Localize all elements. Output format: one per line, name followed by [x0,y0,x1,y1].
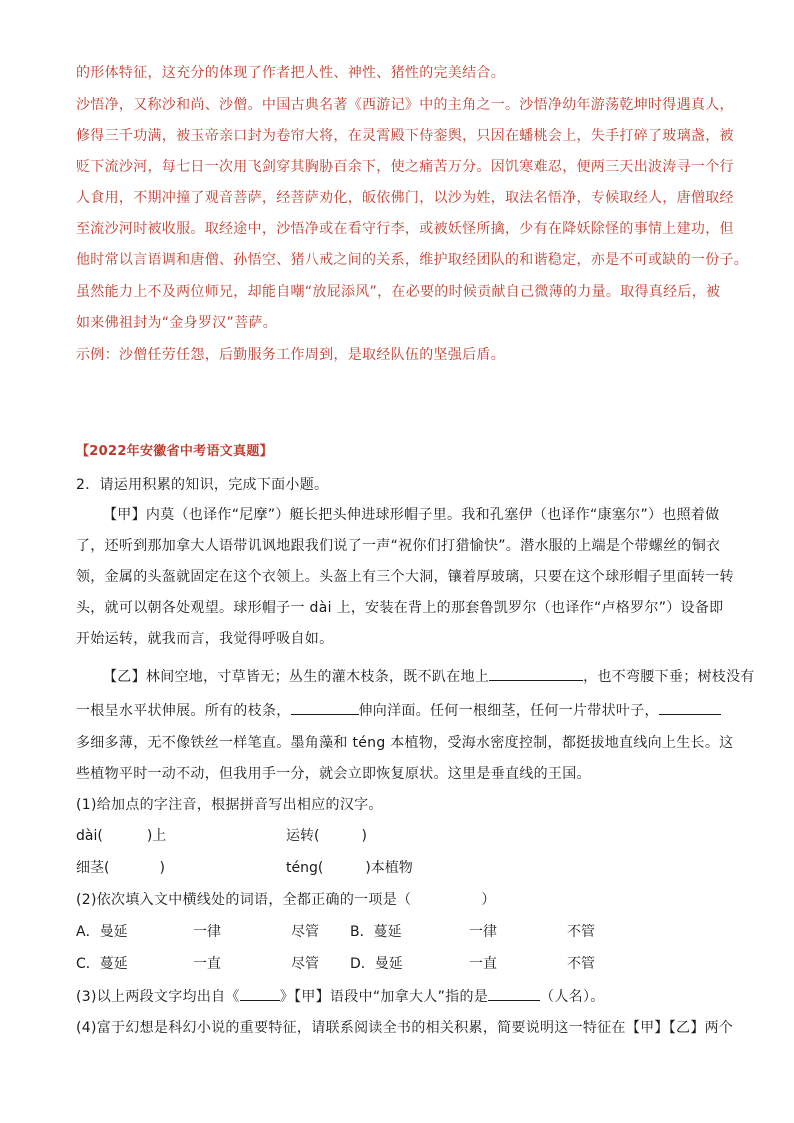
fill-blank[interactable] [488,986,540,1001]
passage-jia-line: 了，还听到那加拿大人语带讥讽地跟我们说了一声“祝你们打猎愉快”。潜水服的上端是个带螺丝的铜衣 [76,538,721,554]
answer-line: 他时常以言语调和唐僧、孙悟空、猪八戒之间的关系，维护取经团队的和谐稳定，亦是不可或缺的一份子。 [76,252,749,268]
option-d-word: 一直 [469,956,497,972]
question-intro: 2．请运用积累的知识，完成下面小题。 [76,477,329,493]
answer-line: 至流沙河时被收服。取经途中，沙悟净或在看守行李，或被妖怪所擒，少有在降妖除怪的事情上建功，但 [76,221,734,237]
option-d-label[interactable]: D．曼延 [350,956,403,972]
answer-line: 贬下流沙河，每七日一次用飞剑穿其胸胁百余下，使之痛苦万分。因饥寒难忍，便两三天出波涛寻一个行 [76,159,734,175]
answer-line: 沙悟净，又称沙和尚、沙僧。中国古典名著《西游记》中的主角之一。沙悟净幼年游荡乾坤时得遇真人， [76,97,734,113]
option-d-word: 不管 [567,956,595,972]
section-title: 【2022年安徽省中考语文真题】 [76,444,273,459]
option-c-word: 一直 [193,956,221,972]
answer-example: 示例：沙僧任劳任怨，后勤服务工作周到，是取经队伍的坚强后盾。 [76,347,505,363]
passage-yi-line: 【乙】林间空地，寸草皆无；丛生的灌木枝条，既不趴在地上 ，也不弯腰下垂；树枝没有 [103,666,755,687]
question-2-prompt: (2)依次填入文中横线处的词语，全都正确的一项是（ ） [76,892,496,908]
option-c-word: 尽管 [291,956,319,972]
answer-line: 人食用，不期冲撞了观音菩萨，经菩萨劝化，皈依佛门，以沙为姓，取法名悟净，专候取经人，唐僧取经 [76,190,734,206]
passage-yi-line: 多细多薄，无不像铁丝一样笔直。墨角藻和 téng 本植物，受海水密度控制，都挺拔地直线向上生长。这 [76,735,734,751]
passage-jia-line: 头，就可以朝各处观望。球形帽子一 dài 上，安装在背上的那套鲁凯罗尔（也译作“卢格罗尔”）设备即 [76,600,724,616]
answer-line: 虽然能力上不及两位师兄，却能自嘲“放屁添风”，在必要的时候贡献自己微薄的力量。取得真经后，被 [76,284,721,300]
question-1-prompt: (1)给加点的字注音，根据拼音写出相应的汉字。 [76,797,383,813]
passage-jia-line: 【甲】内莫（也译作“尼摩”）艇长把头伸进球形帽子里。我和孔塞伊（也译作“康塞尔”）也照着做 [103,507,720,523]
option-b-word: 一律 [469,924,497,940]
answer-line: 如来佛祖封为“金身罗汉”菩萨。 [76,315,278,331]
option-a-word: 尽管 [291,924,319,940]
passage-yi-line: 些植物平时一动不动，但我用手一分，就会立即恢复原状。这里是垂直线的王国。 [76,766,591,782]
answer-line: 的形体特征，这充分的体现了作者把人性、神性、猪性的完美结合。 [76,65,505,81]
fill-blank[interactable] [659,700,721,715]
option-b-label[interactable]: B．蔓延 [350,924,402,940]
passage-yi-line: 一根呈水平状伸展。所有的枝条， 伸向洋面。任何一根细茎，任何一片带状叶子， [76,700,721,721]
fill-blank[interactable] [240,986,280,1001]
passage-jia-line: 领，金属的头盔就固定在这个衣领上。头盔上有三个大洞，镶着厚玻璃，只要在这个球形帽子里面转一转 [76,569,734,585]
option-c-label[interactable]: C．蔓延 [76,956,128,972]
option-a-label[interactable]: A．曼延 [76,924,128,940]
question-3: (3)以上两段文字均出自《 》【甲】语段中“加拿大人”指的是 （人名）。 [76,986,605,1007]
passage-jia-line: 开始运转，就我而言，我觉得呼吸自如。 [76,631,334,647]
option-b-word: 不管 [567,924,595,940]
answer-line: 修得三千功满，被玉帝亲口封为卷帘大将，在灵霄殿下侍銮舆，只因在蟠桃会上，失手打碎了玻璃盏，被 [76,128,734,144]
q1-item: téng( )本植物 [286,860,413,876]
fill-blank[interactable] [291,700,359,715]
q1-item: dài( )上 [76,828,167,844]
question-4: (4)富于幻想是科幻小说的重要特征，请联系阅读全书的相关积累，简要说明这一特征在【甲】【乙】两个 [76,1020,734,1036]
q1-item: 运转( ) [286,828,367,844]
option-a-word: 一律 [193,924,221,940]
q1-item: 细茎( ) [76,860,165,876]
fill-blank[interactable] [489,666,583,681]
